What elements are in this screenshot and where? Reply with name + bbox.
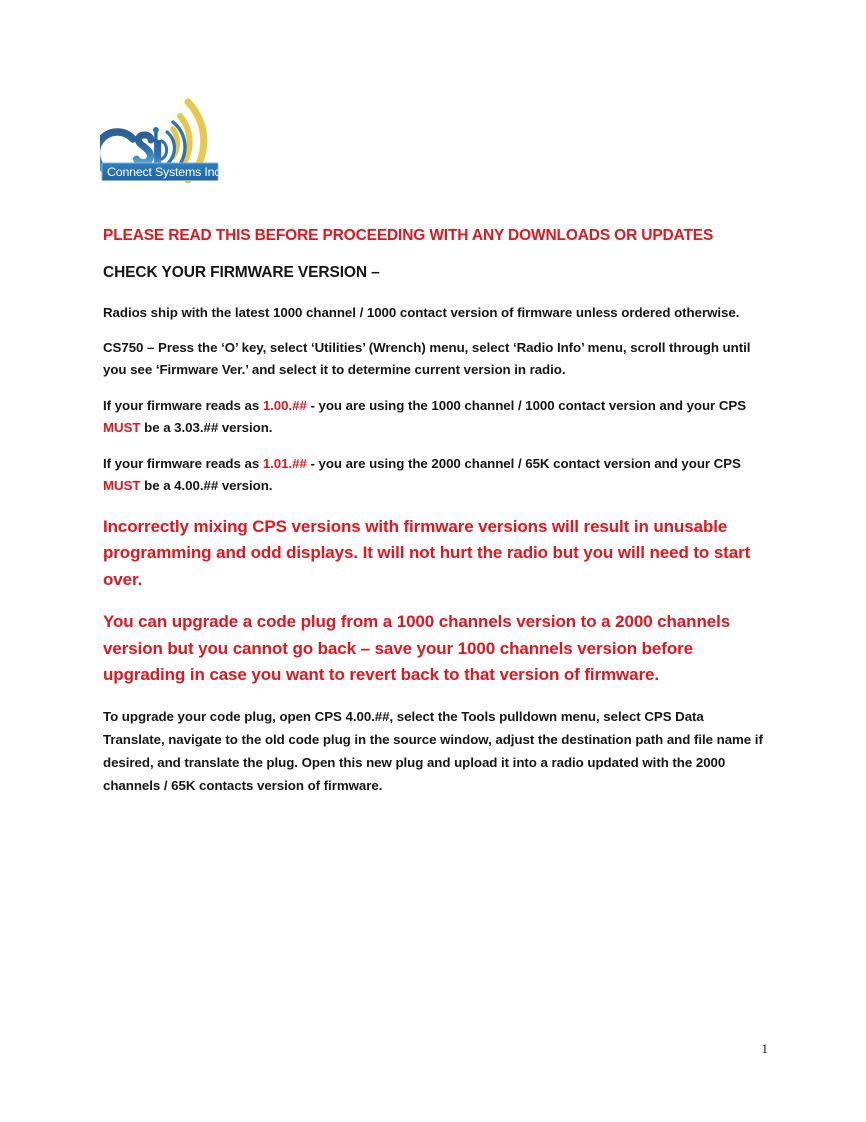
csi-logo-graphic — [100, 96, 224, 184]
section-heading: CHECK YOUR FIRMWARE VERSION – — [103, 264, 380, 281]
paragraph-version-1 — [103, 395, 768, 440]
logo-tagline-text: Connect Systems Inc. — [107, 165, 224, 180]
version-2-must: MUST — [103, 478, 141, 493]
page-number: 1 — [761, 1041, 768, 1056]
version-2-lead: If your firmware reads as — [103, 455, 263, 471]
version-1-lead: If your firmware reads as — [103, 397, 263, 413]
version-2-middle: - you are using the 2000 channel / 65K contact version and your CPS — [306, 455, 741, 471]
version-1-must: MUST — [103, 420, 141, 435]
warning-upgrade-path: You can upgrade a code plug from a 1000 channels version to a 2000 channels version but you cannot go back – save your 1000 channels version before upgrading in case you want to revert back to that version of firmware. — [103, 612, 731, 684]
warning-mixing-versions: Incorrectly mixing CPS versions with firmware versions will result in unusable programming and odd displays. It will not hurt the radio but you will need to start over. — [103, 516, 751, 589]
version-2-tail: be a 4.00.## version. — [140, 478, 273, 493]
version-1-tail: be a 3.03.## version. — [140, 420, 273, 435]
logo-letter-s — [137, 135, 152, 163]
document-body — [103, 226, 768, 797]
paragraph-cs750-instructions: CS750 – Press the ‘O’ key, select ‘Utilities’ (Wrench) menu, select ‘Radio Info’ menu, scroll through until you see ‘Firmware Ver.’ and select it to determine current version in radio. — [103, 339, 751, 377]
version-1-code: 1.00.## — [262, 397, 307, 413]
paragraph-version-2 — [103, 453, 768, 498]
version-2-code: 1.01.## — [262, 455, 307, 471]
warning-heading: PLEASE READ THIS BEFORE PROCEEDING WITH ANY DOWNLOADS OR UPDATES — [103, 227, 714, 244]
version-1-middle: - you are using the 1000 channel / 1000 contact version and your CPS — [306, 397, 747, 413]
paragraph-ship-note: Radios ship with the latest 1000 channel / 1000 contact version of firmware unless ordered otherwise. — [103, 305, 740, 320]
paragraph-upgrade-instructions: To upgrade your code plug, open CPS 4.00.##, select the Tools pulldown menu, select CPS Data Translate, navigate to the old code plug in the source window, adjust the destination path and file name if desired, and translate the plug. Open this new plug and upload it into a radio updated with the 2000 channels / 65K contacts version of firmware. — [103, 708, 763, 793]
company-logo — [100, 96, 224, 184]
